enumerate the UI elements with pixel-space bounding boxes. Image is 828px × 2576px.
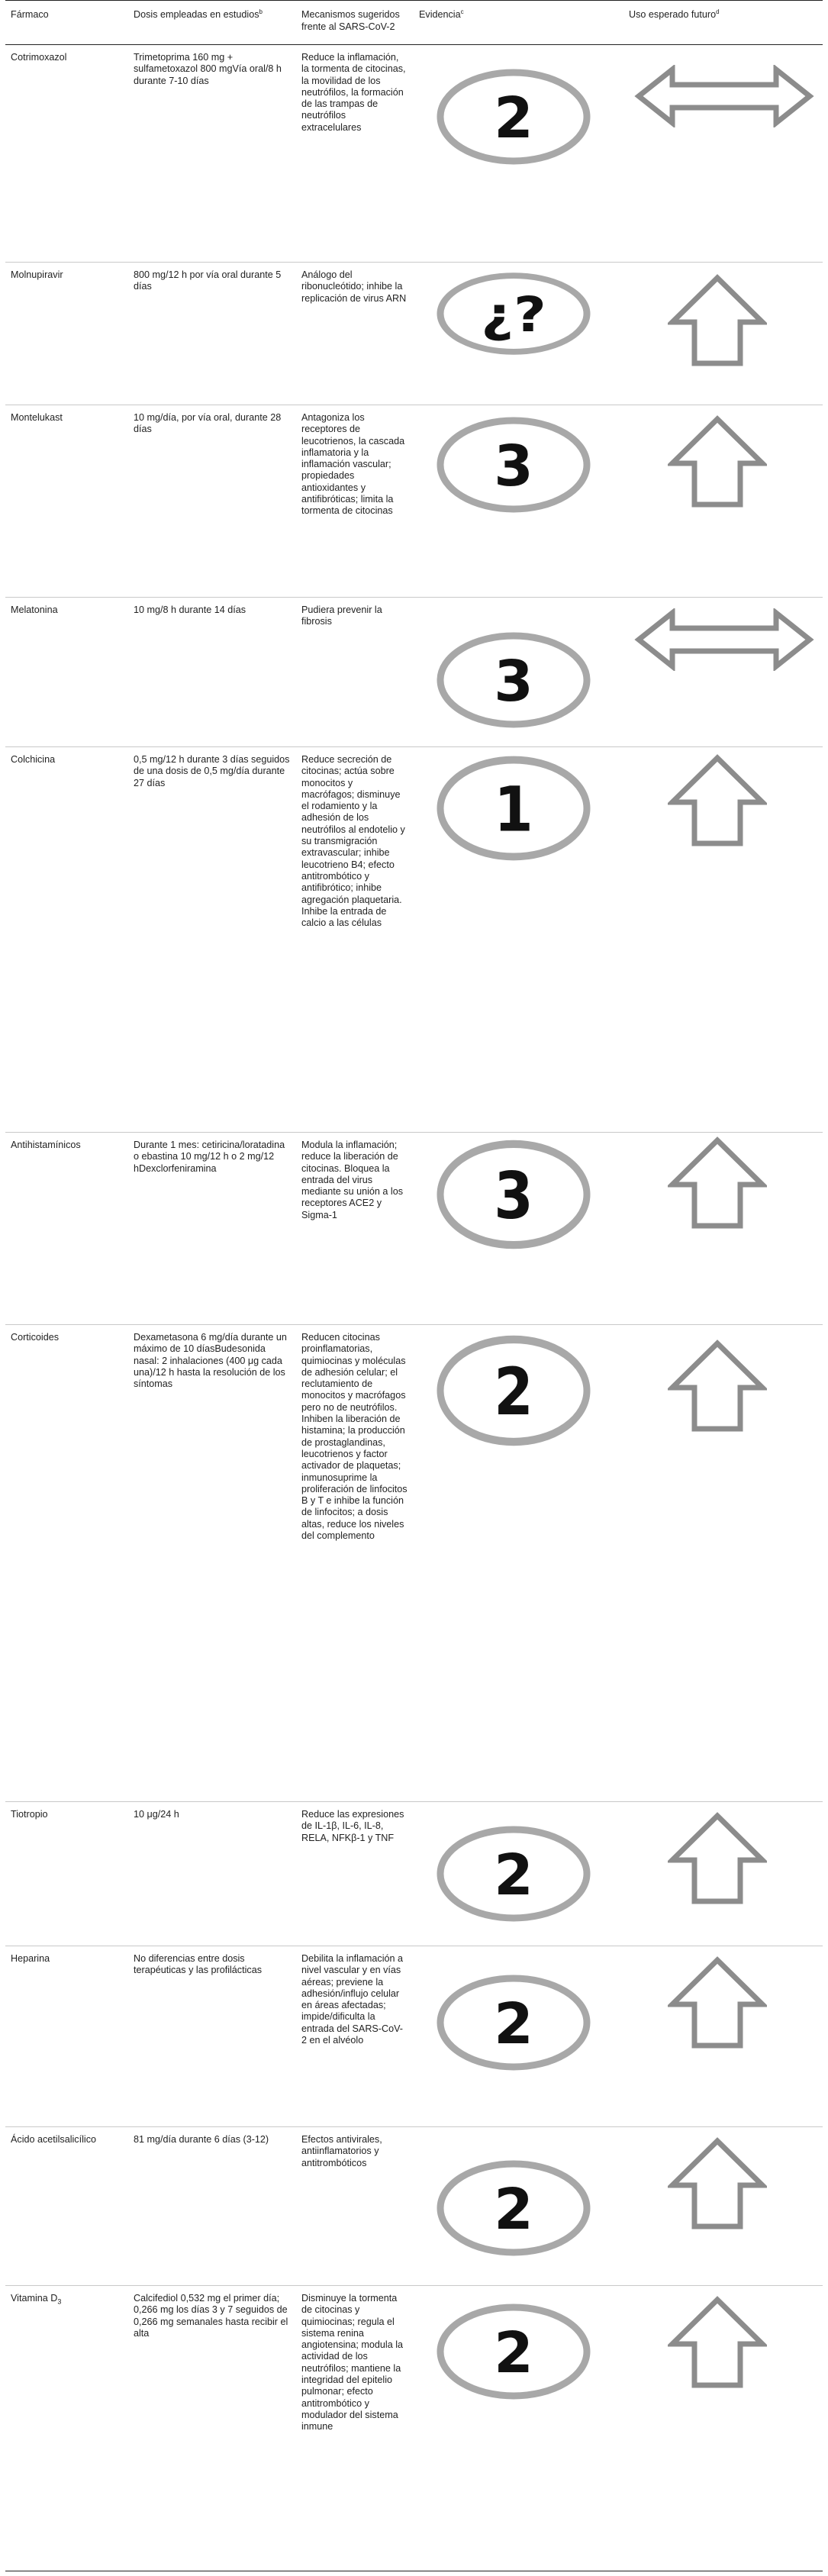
cell-dosis: 81 mg/día durante 6 días (3-12) <box>134 2134 269 2145</box>
evidence-oval <box>435 631 592 729</box>
evidence-level: 2 <box>494 2320 533 2386</box>
cell-mecanismo: Reduce la inflamación, la tormenta de citocinas, la movilidad de los neutrófilos, la formación de las trampas de neutrófilos extracelulares <box>301 52 406 133</box>
cell-evidencia <box>414 1802 623 1946</box>
evidence-oval <box>435 416 592 514</box>
cell-farmaco: Melatonina <box>11 605 58 615</box>
cell-farmaco: Cotrimoxazol <box>11 52 67 63</box>
cell-uso <box>623 598 823 747</box>
evidence-oval <box>435 272 592 356</box>
evidence-level: ¿? <box>481 287 546 343</box>
table-row <box>5 598 823 747</box>
evidence-level: 3 <box>494 649 533 714</box>
cell-uso <box>623 45 823 263</box>
evidence-oval <box>435 1139 592 1250</box>
cell-evidencia <box>414 2127 623 2286</box>
cell-evidencia <box>414 2286 623 2571</box>
cell-uso <box>623 747 823 1133</box>
cell-dosis: 0,5 mg/12 h durante 3 días seguidos de una dosis de 0,5 mg/día durante 27 días <box>134 754 290 788</box>
cell-dosis: Calcifediol 0,532 mg el primer día; 0,266 mg los días 3 y 7 seguidos de 0,266 mg semanales hasta recibir el alta <box>134 2293 288 2339</box>
cell-evidencia <box>414 598 623 747</box>
table-row <box>5 2127 823 2286</box>
evidence-level: 2 <box>494 85 533 151</box>
cell-dosis: 10 mg/día, por vía oral, durante 28 días <box>134 412 282 435</box>
evidence-oval <box>435 1334 592 1447</box>
evidence-oval <box>435 1974 592 2071</box>
cell-uso <box>623 1325 823 1802</box>
evidence-level: 1 <box>494 774 533 846</box>
cell-farmaco: Colchicina <box>11 754 56 765</box>
cell-farmaco: Heparina <box>11 1953 50 1964</box>
cell-mecanismo: Reduce secreción de citocinas; actúa sobre monocitos y macrófagos; disminuye el rodamiento y la adhesión de los neutrófilos al endotelio y su transmigración extravascular; inhibe leucotrieno B4; efecto antitrombótico y antifibrótico; inhibe agregación plaquetaria. Inhibe la entrada de calcio a las células <box>301 754 405 929</box>
cell-evidencia <box>414 45 623 263</box>
evidence-oval <box>435 1825 592 1923</box>
table-row <box>5 1133 823 1325</box>
cell-uso <box>623 2127 823 2286</box>
table-row <box>5 1946 823 2127</box>
evidence-oval <box>435 2159 592 2257</box>
cell-mecanismo: Análogo del ribonucleótido; inhibe la replicación de virus ARN <box>301 269 407 304</box>
double-arrow-icon <box>634 608 814 671</box>
cell-mecanismo: Disminuye la tormenta de citocinas y quimiocinas; regula el sistema renina angiotensina; modula la actividad de los neutrófilos; mantiene la integridad del epitelio pulmonar; efecto antitrombótico y modulador del sistema inmune <box>301 2293 404 2433</box>
evidence-level: 2 <box>494 1843 533 1908</box>
table-row <box>5 263 823 405</box>
cell-farmaco: Molnupiravir <box>11 269 63 280</box>
cell-evidencia <box>414 1946 623 2127</box>
cell-farmaco: Antihistamínicos <box>11 1140 81 1150</box>
header-farmaco: Fármaco <box>11 9 49 20</box>
cell-uso <box>623 405 823 598</box>
cell-uso <box>623 1802 823 1946</box>
cell-mecanismo: Debilita la inflamación a nivel vascular y en vías aéreas; previene la adhesión/influjo celular en áreas afectadas; impide/dificulta la entrada del SARS-CoV-2 en el alvéolo <box>301 1953 404 2046</box>
drug-table <box>5 0 823 2571</box>
evidence-oval <box>435 68 592 166</box>
cell-uso <box>623 2286 823 2571</box>
table-row <box>5 2286 823 2571</box>
header-dosis: Dosis empleadas en estudios$^b$ <box>134 8 263 20</box>
cell-dosis: Dexametasona 6 mg/día durante un máximo de 10 díasBudesonida nasal: 2 inhalaciones (400 μg cada una)/12 h hasta la resolución de los síntomas <box>134 1332 287 1390</box>
double-arrow-icon <box>634 65 814 127</box>
cell-farmaco: Vitamina $D_3$ <box>11 2293 62 2306</box>
up-arrow-icon <box>668 1955 767 2050</box>
cell-uso <box>623 1946 823 2127</box>
cell-mecanismo: Reduce las expresiones de IL-1β, IL-6, IL-8, RELA, NFKβ-1 y TNF <box>301 1809 404 1843</box>
evidence-level: 3 <box>494 434 533 499</box>
cell-evidencia <box>414 747 623 1133</box>
cell-dosis: 800 mg/12 h por vía oral durante 5 días <box>134 269 282 292</box>
up-arrow-icon <box>668 414 767 509</box>
evidence-level: 2 <box>494 2177 533 2242</box>
cell-dosis: 10 μg/24 h <box>134 1809 179 1820</box>
cell-mecanismo: Modula la inflamación; reduce la liberación de citocinas. Bloquea la entrada del virus mediante su unión a los receptores ACE2 y Sigma-1 <box>301 1140 404 1220</box>
up-arrow-icon <box>668 1339 767 1433</box>
cell-mecanismo: Antagoniza los receptores de leucotrienos, la cascada inflamatoria y la inflamación vascular; propiedades antioxidantes y antifibróticas; limita la tormenta de citocinas <box>301 412 405 517</box>
cell-uso <box>623 1133 823 1325</box>
cell-farmaco: Tiotropio <box>11 1809 48 1820</box>
table-row <box>5 1325 823 1802</box>
up-arrow-icon <box>668 753 767 848</box>
up-arrow-icon <box>668 2295 767 2390</box>
cell-evidencia <box>414 1325 623 1802</box>
evidence-level: 2 <box>494 1991 533 2057</box>
cell-farmaco: Ácido acetilsalicílico <box>11 2134 96 2145</box>
cell-evidencia <box>414 405 623 598</box>
cell-farmaco: Corticoides <box>11 1332 59 1343</box>
up-arrow-icon <box>668 2136 767 2231</box>
cell-dosis: Durante 1 mes: cetiricina/loratadina o ebastina 10 mg/12 h o 2 mg/12 hDexclorfeniramina <box>134 1140 285 1174</box>
evidence-oval <box>435 755 592 862</box>
cell-mecanismo: Efectos antivirales, antiinflamatorios y antitrombóticos <box>301 2134 382 2168</box>
header-mecanismos: Mecanismos sugeridos frente al SARS-CoV-2 <box>301 9 400 32</box>
evidence-level: 2 <box>494 1354 533 1430</box>
evidence-level: 3 <box>494 1158 533 1234</box>
cell-mecanismo: Reducen citocinas proinflamatorias, quimiocinas y moléculas de adhesión celular; el reclutamiento de monocitos y macrófagos pero no de neutrófilos. Inhiben la liberación de histamina; la producción de prostaglandinas, leucotrienos y factor activador de plaquetas; inmunosuprime la proliferación de linfocitos B y T e inhibe la función de linfocitos; a dosis altas, reduce los niveles del complemento <box>301 1332 408 1542</box>
cell-farmaco: Montelukast <box>11 412 63 423</box>
up-arrow-icon <box>668 273 767 368</box>
evidence-oval <box>435 2303 592 2400</box>
cell-mecanismo: Pudiera prevenir la fibrosis <box>301 605 382 627</box>
up-arrow-icon <box>668 1136 767 1230</box>
cell-dosis: Trimetoprima 160 mg + sulfametoxazol 800 mgVía oral/8 h durante 7-10 días <box>134 52 282 86</box>
header-uso: Uso esperado futuro$^d$ <box>629 8 720 20</box>
table-row <box>5 45 823 263</box>
cell-dosis: 10 mg/8 h durante 14 días <box>134 605 246 615</box>
table-row <box>5 747 823 1133</box>
cell-evidencia <box>414 263 623 405</box>
cell-uso <box>623 263 823 405</box>
cell-dosis: No diferencias entre dosis terapéuticas y las profilácticas <box>134 1953 262 1976</box>
header-evidencia: Evidencia$^c$ <box>419 8 464 20</box>
up-arrow-icon <box>668 1811 767 1906</box>
table-header-row <box>5 1 823 45</box>
table-row <box>5 405 823 598</box>
table-row <box>5 1802 823 1946</box>
cell-evidencia <box>414 1133 623 1325</box>
